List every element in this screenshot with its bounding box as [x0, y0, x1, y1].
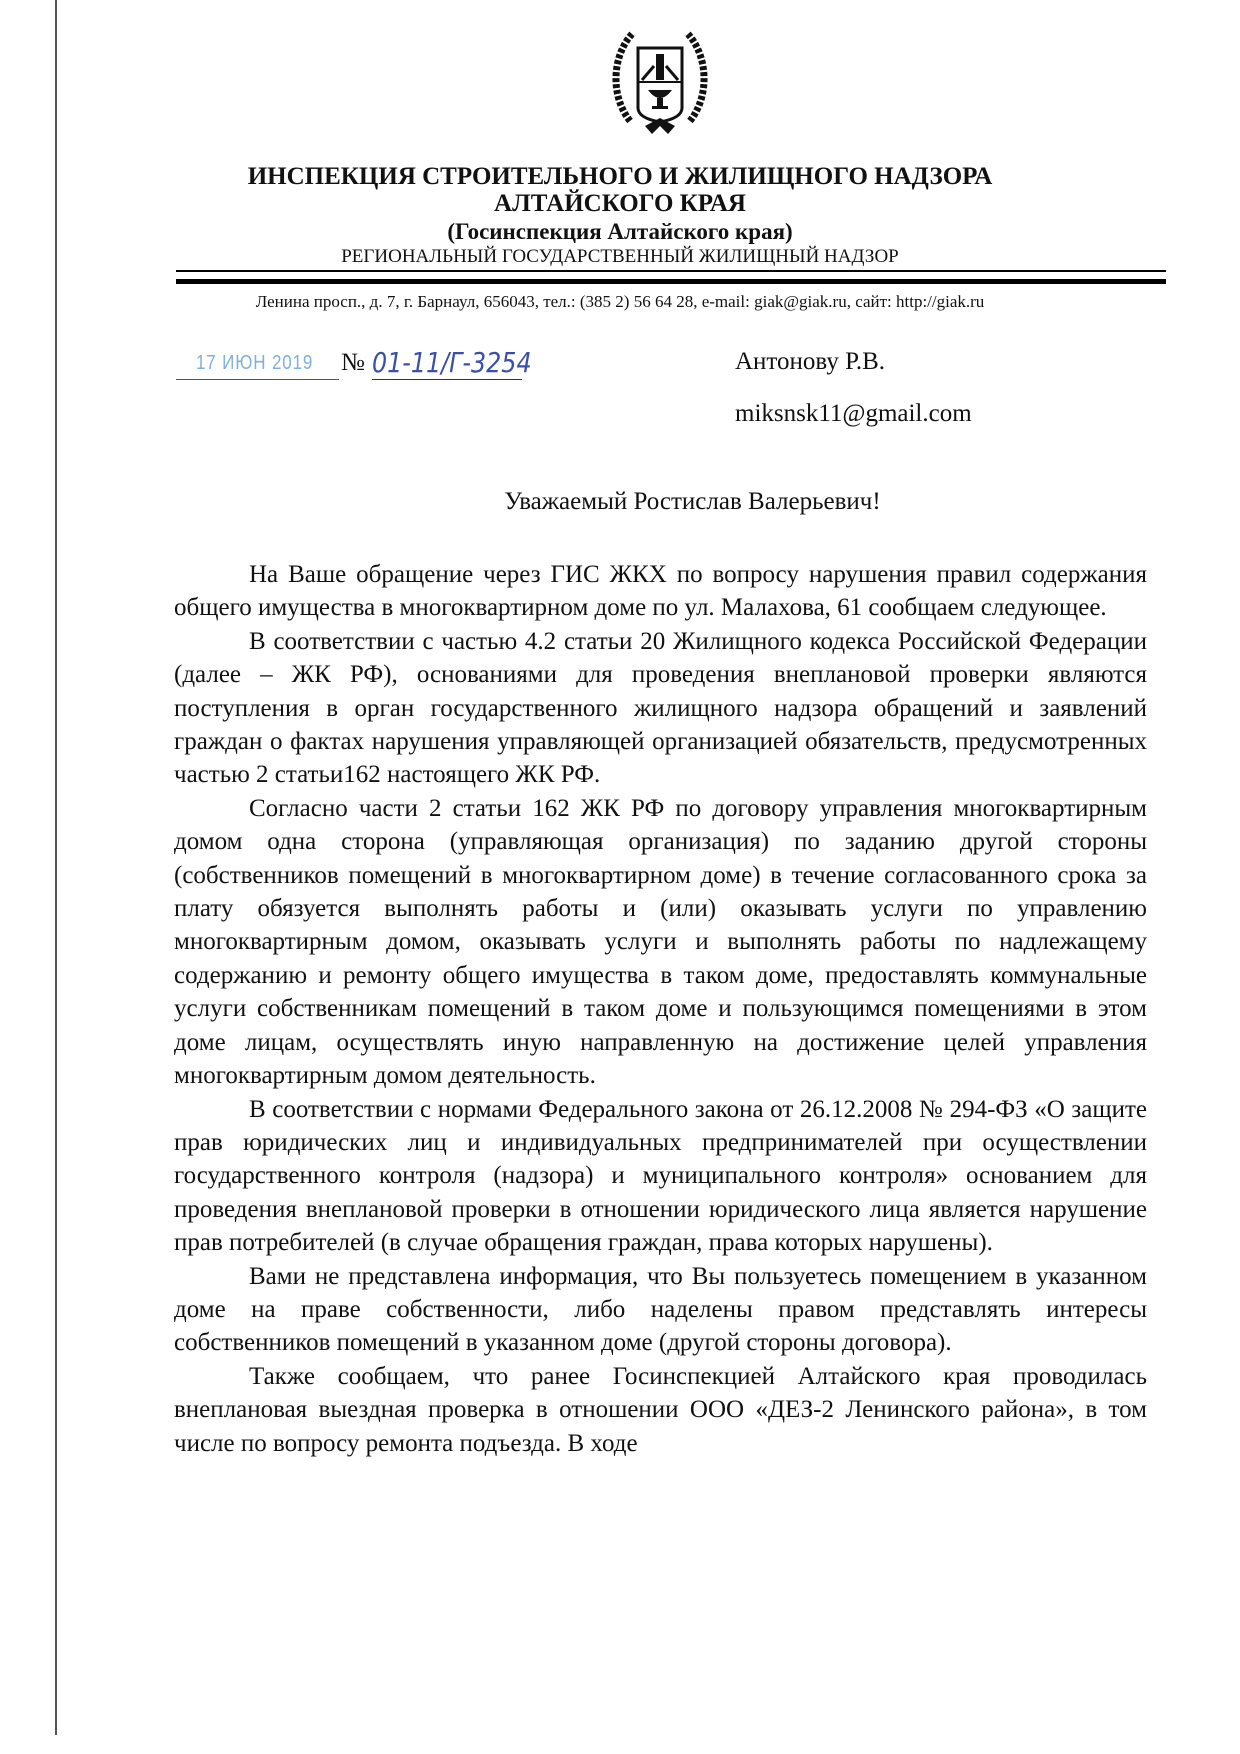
paragraph: На Ваше обращение через ГИС ЖКХ по вопросу нарушения правил содержания общего имущества в многоквартирном доме по ул. Малахова, 61 сообщаем следующее.	[174, 561, 1147, 622]
registration-line	[176, 344, 626, 384]
number-sign: №	[341, 349, 365, 376]
header-divider-thin	[176, 270, 1166, 272]
recipient-email: miksnsk11@gmail.com	[735, 400, 972, 427]
org-subtitle: РЕГИОНАЛЬНЫЙ ГОСУДАРСТВЕННЫЙ ЖИЛИЩНЫЙ НАДЗОР	[341, 246, 899, 267]
date-underline	[176, 379, 339, 380]
number-underline	[372, 379, 522, 380]
greeting: Уважаемый Ростислав Валерьевич!	[504, 488, 881, 515]
recipient-name: Антонову Р.В.	[735, 348, 886, 375]
paragraph: Также сообщаем, что ранее Госинспекцией Алтайского края проводилась внеплановая выездная проверка в отношении ООО «ДЕЗ-2 Ленинского района», в том числе по вопросу ремонта подъезда. В ходе	[174, 1362, 1147, 1457]
handwritten-reg-number: 01-11/Г-3254	[372, 346, 532, 379]
paragraph: В соответствии с нормами Федерального закона от 26.12.2008 № 294-ФЗ «О защите прав юридических лиц и индивидуальных предпринимателей при осуществлении государственного контроля (надзора) и муниципального контроля» основанием для проведения внеплановой проверки в отношении юридического лица является нарушение прав потребителей (в случае обращения граждан, права которых нарушены).	[174, 1095, 1147, 1257]
org-name-line2: АЛТАЙСКОГО КРАЯ	[494, 190, 746, 217]
letter-body	[174, 558, 1147, 1460]
altai-coat-of-arms-emblem	[610, 26, 710, 138]
paragraph: Вами не представлена информация, что Вы пользуетесь помещением в указанном доме на праве собственности, либо наделены правом представлять интересы собственников помещений в указанном доме (другой стороны договора).	[174, 1262, 1147, 1357]
org-short-name: (Госинспекция Алтайского края)	[447, 219, 793, 244]
paragraph: Согласно части 2 статьи 162 ЖК РФ по договору управления многоквартирным домом одна сторона (управляющая организация) по заданию другой стороны (собственников помещений в многоквартирном доме) в течение согласованного срока за плату обязуется выполнять работы и (или) оказывать услуги по управлению многоквартирным домом, оказывать услуги и выполнять работы по надлежащему содержанию и ремонту общего имущества в таком доме, предоставлять коммунальные услуги собственникам помещений в таком доме и пользующимся помещениями в этом доме лицам, осуществлять иную направленную на достижение целей управления многоквартирным домом деятельность.	[174, 794, 1147, 1090]
org-name-line1: ИНСПЕКЦИЯ СТРОИТЕЛЬНОГО И ЖИЛИЩНОГО НАДЗОРА	[247, 163, 993, 190]
date-stamp: 17 ИЮН 2019	[196, 352, 314, 374]
org-address: Ленина просп., д. 7, г. Барнаул, 656043, тел.: (385 2) 56 64 28, e-mail: giak@giak.ru, сайт: http://giak.ru	[255, 292, 985, 311]
paragraph: В соответствии с частью 4.2 статьи 20 Жилищного кодекса Российской Федерации (далее – ЖК РФ), основаниями для проведения внеплановой проверки являются поступления в орган государственного жилищного надзора обращений и заявлений граждан о фактах нарушения управляющей организацией обязательств, предусмотренных частью 2 статьи162 настоящего ЖК РФ.	[174, 627, 1147, 789]
header-divider-thick	[176, 279, 1166, 284]
